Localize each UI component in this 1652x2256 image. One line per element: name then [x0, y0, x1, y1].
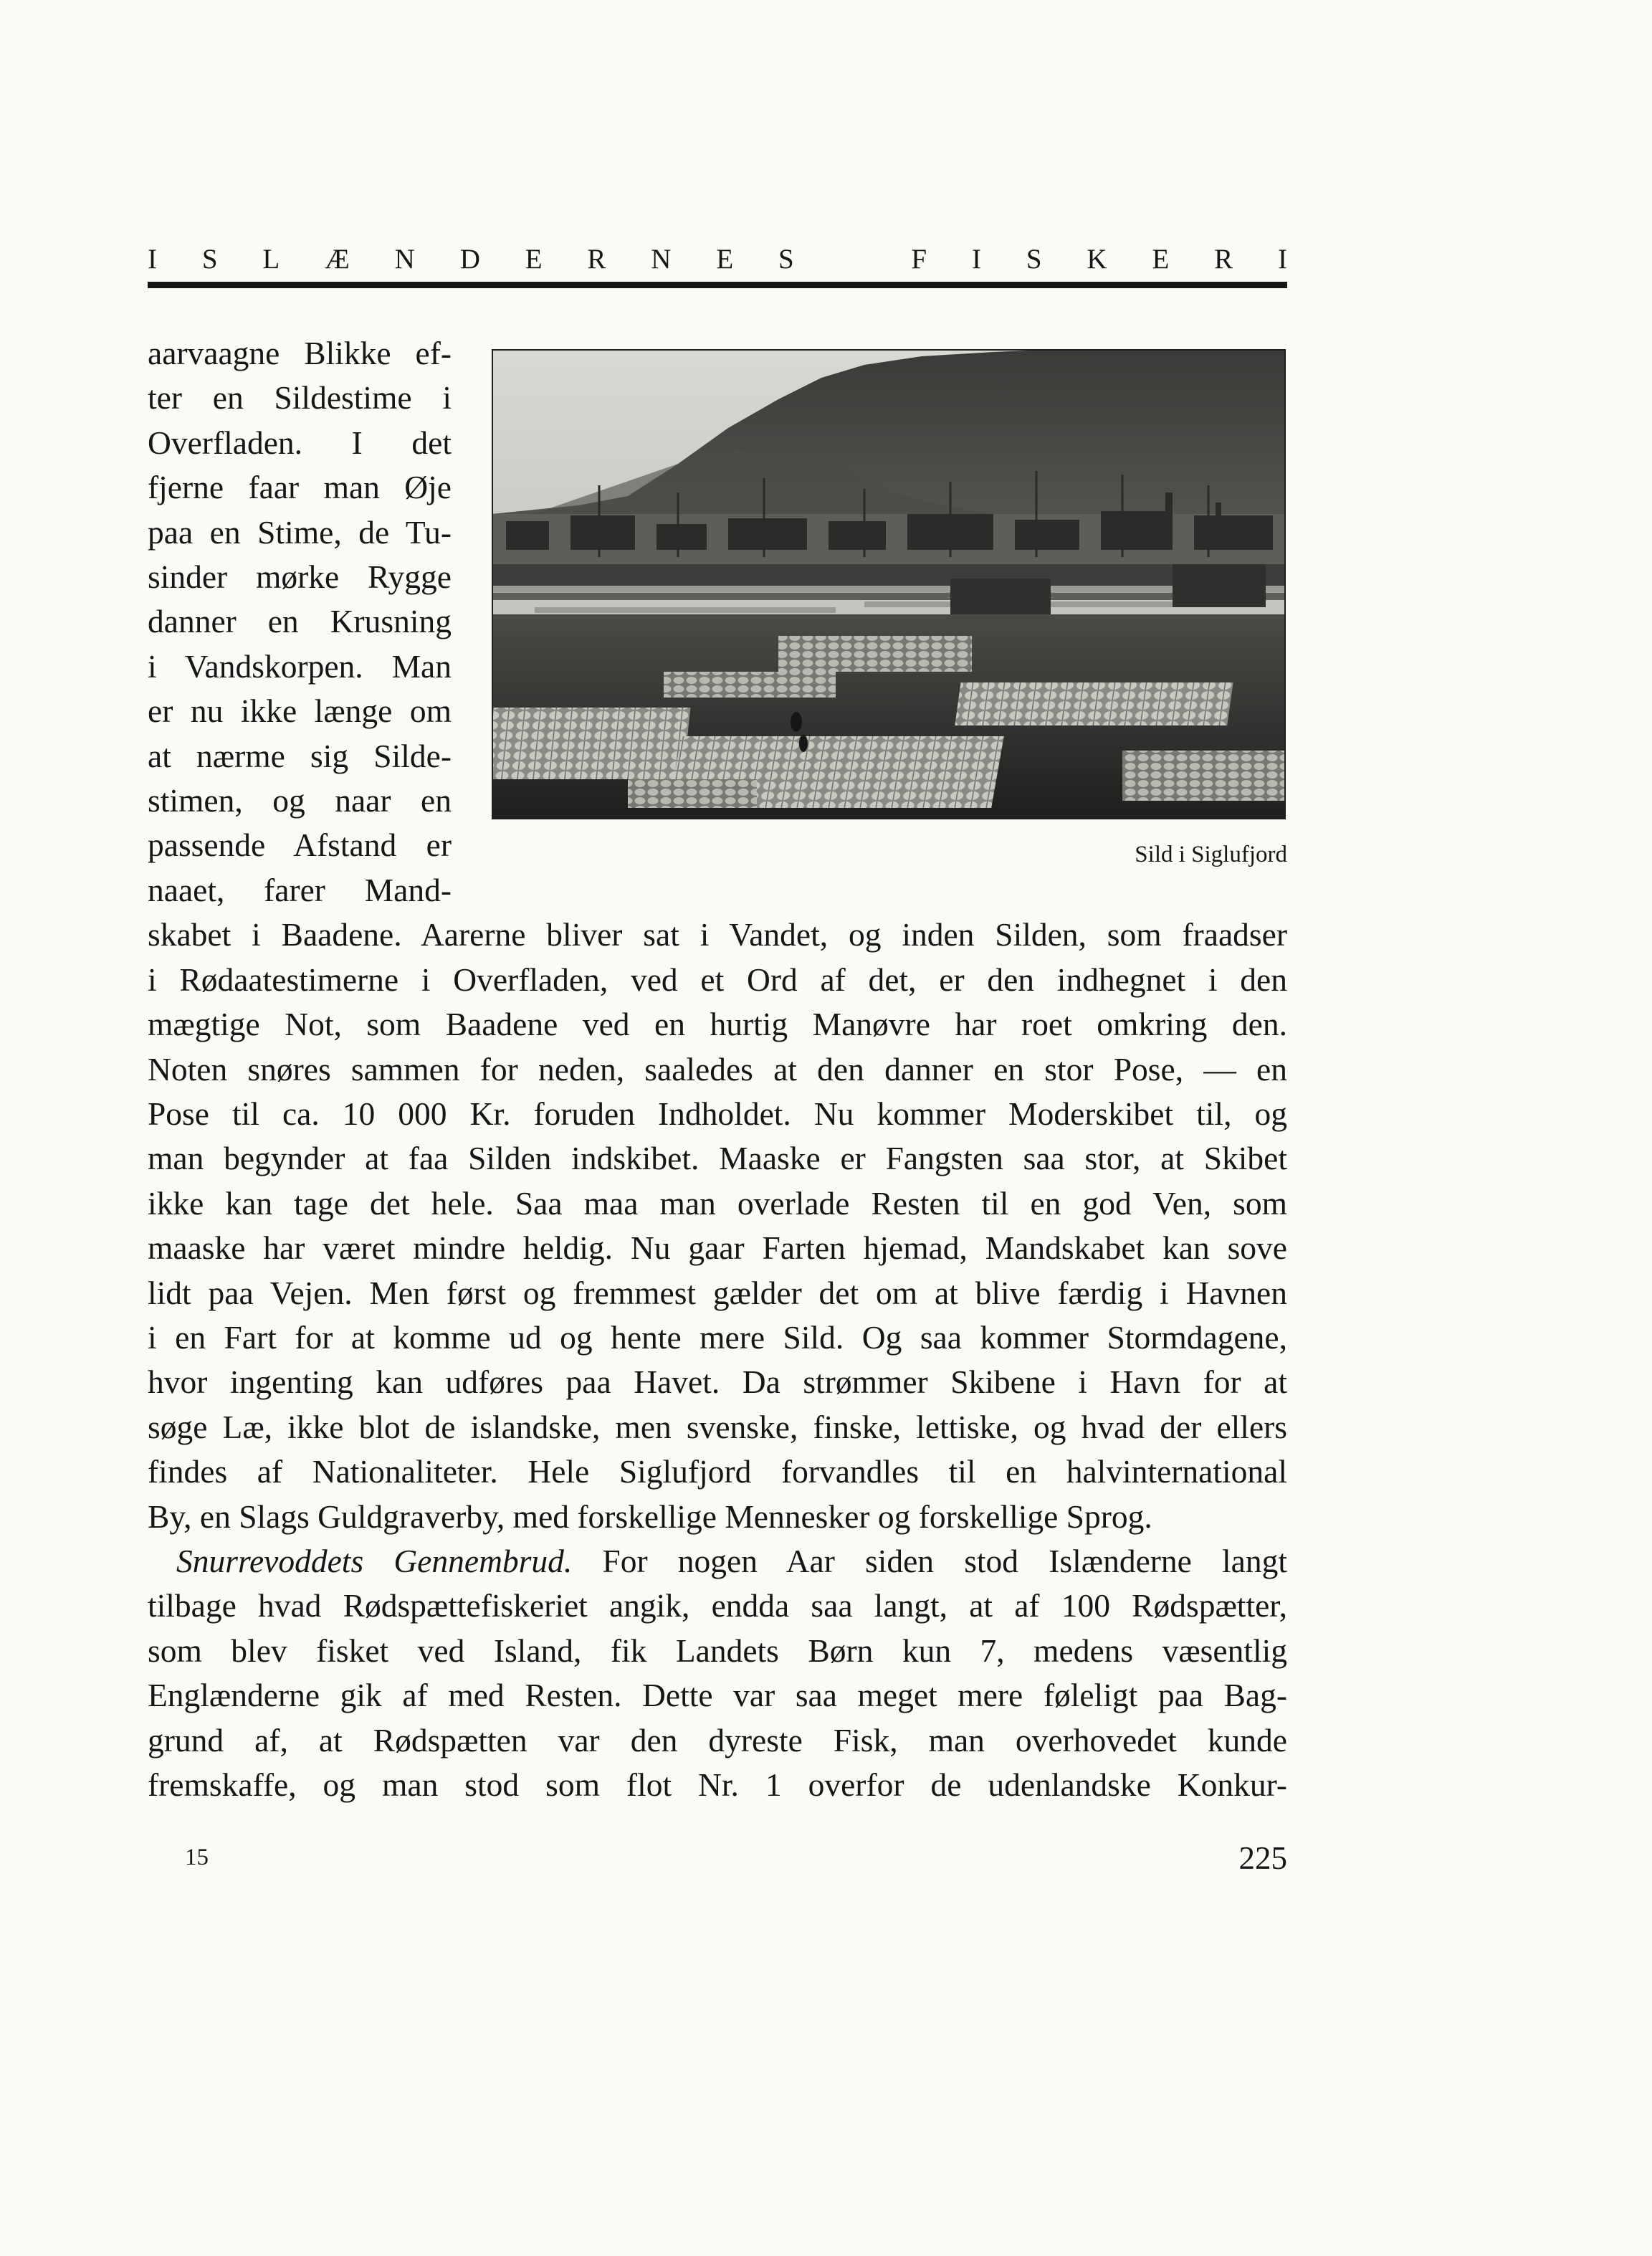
- text-line: paa en Stime, de Tu-: [148, 513, 452, 551]
- text-line: skabet i Baadene. Aarerne bliver sat i Vandet, og inden Silden, som fraadser: [148, 916, 1287, 953]
- page-number: 225: [1238, 1840, 1287, 1876]
- running-head-letter: N: [394, 243, 415, 275]
- running-head-letter: N: [651, 243, 672, 275]
- text-line: er nu ikke længe om: [148, 692, 452, 730]
- body-text: [148, 331, 1287, 1807]
- section-first-line: [148, 1539, 1287, 1584]
- signature-mark: 15: [185, 1845, 209, 1870]
- text-line: maaske har været mindre heldig. Nu gaar Farten hjemad, Mandskabet kan sove: [148, 1229, 1287, 1267]
- running-head-letter: R: [587, 243, 606, 275]
- text-line: at nærme sig Silde-: [148, 737, 452, 774]
- text-line: Englænderne gik af med Resten. Dette var saa meget mere føleligt paa Bag-: [148, 1677, 1287, 1714]
- paragraph-continuation: [148, 913, 1287, 1539]
- running-head-letter: S: [1026, 243, 1042, 275]
- text-line: tilbage hvad Rødspættefiskeriet angik, endda saa langt, at af 100 Rødspætter,: [148, 1587, 1287, 1624]
- text-line: søge Læ, ikke blot de islandske, men svenske, finske, lettiske, og hvad der ellers: [148, 1408, 1287, 1445]
- text-line: ikke kan tage det hele. Saa maa man overlade Resten til en god Ven, som: [148, 1184, 1287, 1222]
- photo-caption: Sild i Siglufjord: [1135, 842, 1287, 867]
- section-first-line-text: For nogen Aar siden stod Islænderne langt: [572, 1542, 1287, 1579]
- text-line: grund af, at Rødspætten var den dyreste Fisk, man overhovedet kunde: [148, 1721, 1287, 1758]
- running-head-letter: R: [1214, 243, 1233, 275]
- text-line: passende Afstand er: [148, 827, 452, 864]
- text-line: Pose til ca. 10 000 Kr. foruden Indholdet. Nu kommer Moderskibet til, og: [148, 1095, 1287, 1132]
- text-line: sinder mørke Rygge: [148, 558, 452, 596]
- running-head-letter: E: [525, 243, 543, 275]
- running-head-letter: S: [201, 243, 218, 275]
- text-line: mægtige Not, som Baadene ved en hurtig Manøvre har roet omkring den.: [148, 1006, 1287, 1043]
- text-line: Overfladen. I det: [148, 424, 452, 461]
- text-line: naaet, farer Mand-: [148, 871, 452, 908]
- running-head-letter: I: [148, 243, 157, 275]
- running-head-letter: K: [1087, 243, 1107, 275]
- section-heading: Snurrevoddets Gennembrud.: [176, 1542, 573, 1579]
- text-line: fremskaffe, og man stod som flot Nr. 1 overfor de udenlandske Konkur-: [148, 1766, 1287, 1803]
- running-head-letter: I: [971, 243, 981, 275]
- running-head: [148, 241, 1287, 277]
- text-line: aarvaagne Blikke ef-: [148, 335, 452, 371]
- running-head-letter: E: [716, 243, 734, 275]
- text-line: danner en Krusning: [148, 603, 452, 640]
- header-rule: [148, 282, 1287, 288]
- text-line: man begynder at faa Silden indskibet. Maaske er Fangsten saa stor, at Skibet: [148, 1140, 1287, 1177]
- text-line: hvor ingenting kan udføres paa Havet. Da strømmer Skibene i Havn for at: [148, 1363, 1287, 1401]
- running-head-letter: I: [1278, 243, 1287, 275]
- text-line: By, en Slags Guldgraverby, med forskellige Mennesker og forskellige Sprog.: [148, 1498, 1152, 1535]
- wrapped-paragraph-start: [148, 331, 452, 913]
- text-line: i Vandskorpen. Man: [148, 647, 452, 685]
- running-head-letter: L: [262, 243, 280, 275]
- running-head-letter: Æ: [325, 243, 350, 275]
- text-line: stimen, og naar en: [148, 782, 452, 819]
- running-head-letter: D: [459, 243, 480, 275]
- running-head-letter: F: [911, 243, 927, 275]
- text-line: fjerne faar man Øje: [148, 469, 452, 506]
- text-line: som blev fisket ved Island, fik Landets Børn kun 7, medens væsentlig: [148, 1632, 1287, 1669]
- text-line: i en Fart for at komme ud og hente mere Sild. Og saa kommer Stormdagene,: [148, 1318, 1287, 1356]
- text-line: i Rødaatestimerne i Overfladen, ved et Ord af det, er den indhegnet i den: [148, 961, 1287, 998]
- running-head-letter: E: [1152, 243, 1170, 275]
- section-paragraph: [148, 1539, 1287, 1807]
- text-line: ter en Sildestime i: [148, 379, 452, 417]
- text-line: findes af Nationaliteter. Hele Siglufjord forvandles til en halvinternational: [148, 1453, 1287, 1490]
- running-head-letter: S: [778, 243, 794, 275]
- text-line: Noten snøres sammen for neden, saaledes at den danner en stor Pose, — en: [148, 1050, 1287, 1087]
- text-line: lidt paa Vejen. Men først og fremmest gælder det om at blive færdig i Havnen: [148, 1274, 1287, 1311]
